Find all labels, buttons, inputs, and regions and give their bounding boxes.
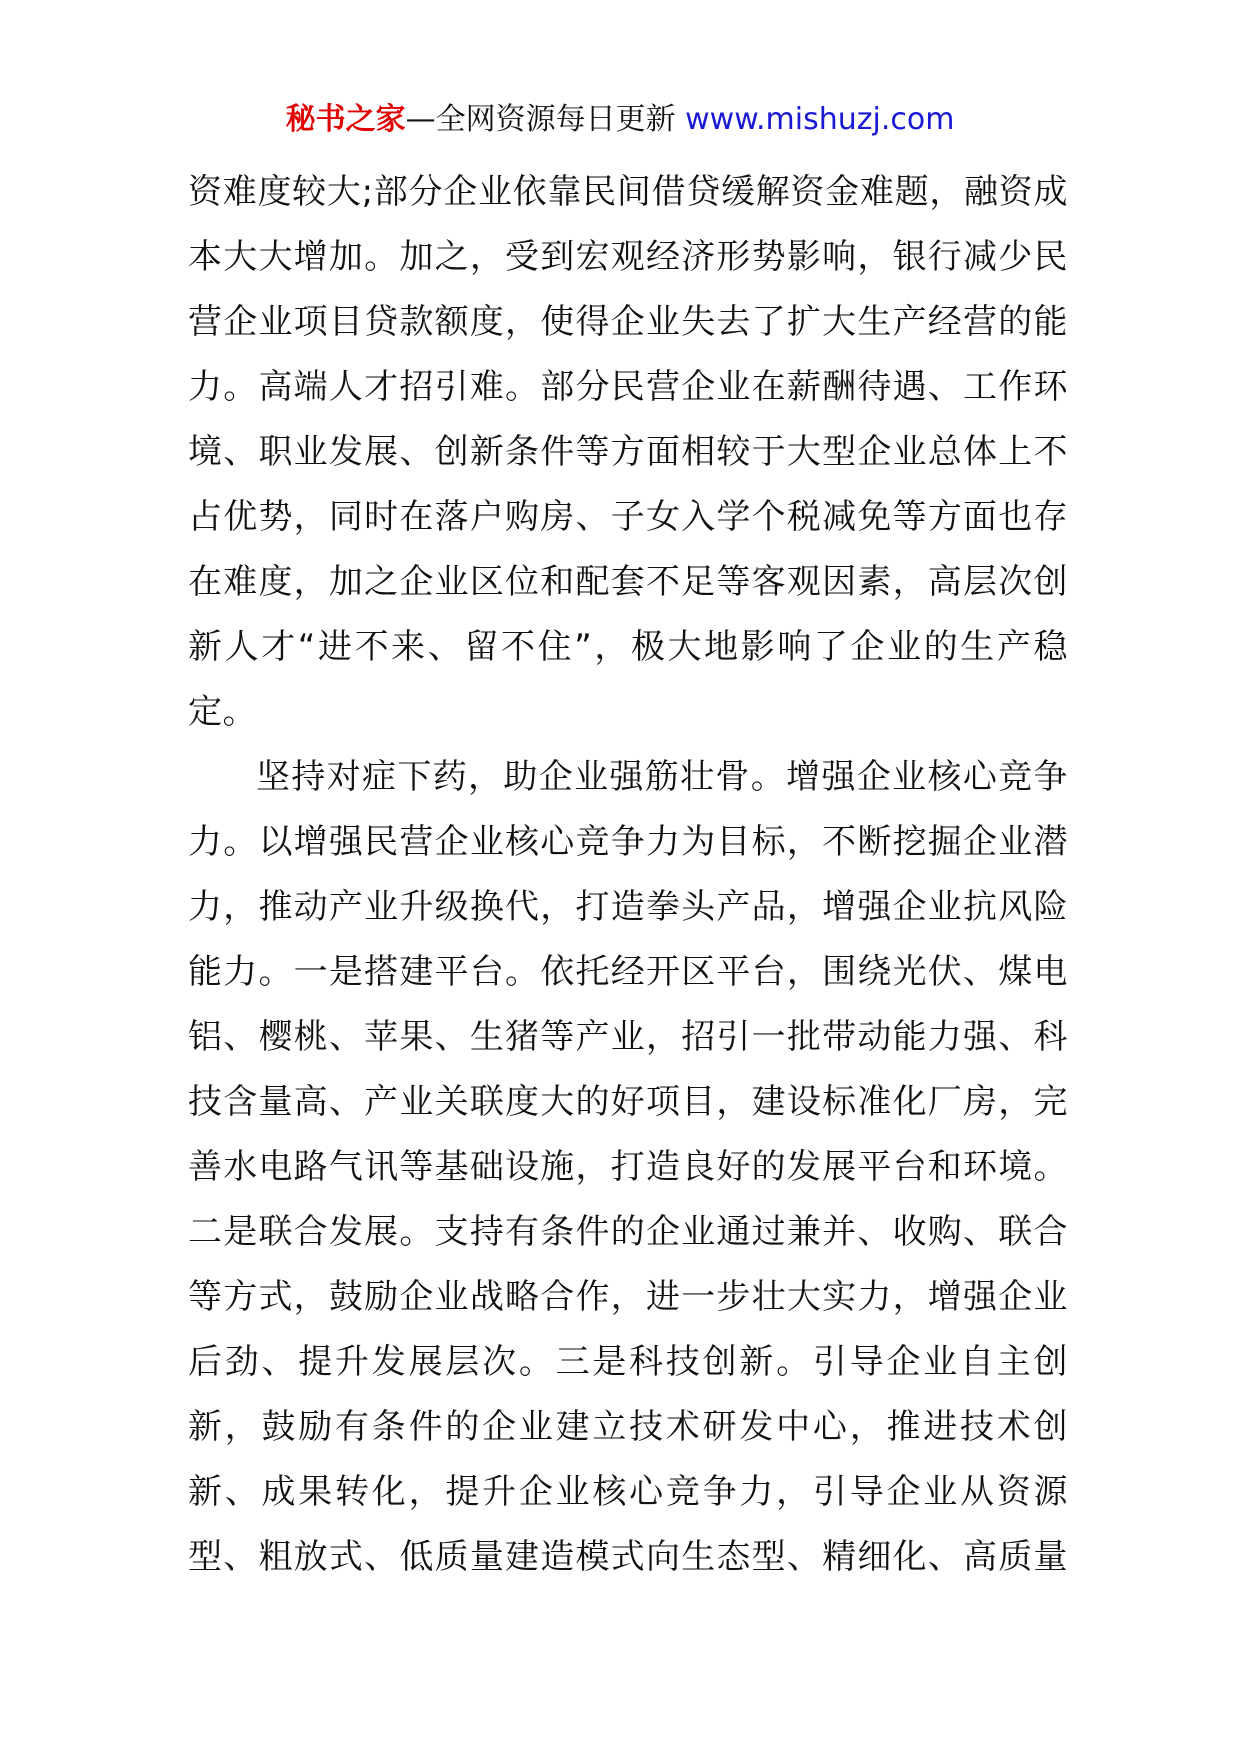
text-line: 新人才“进不来、留不住”，极大地影响了企业的生产稳 <box>188 627 1068 667</box>
text-line: 新、成果转化，提升企业核心竞争力，引导企业从资源 <box>188 1472 1068 1512</box>
text-line: 善水电路气讯等基础设施，打造良好的发展平台和环境。 <box>188 1147 1068 1187</box>
page-header <box>0 100 1240 140</box>
site-url-link[interactable]: www.mishuzj.com <box>685 102 955 137</box>
site-brand: 秘书之家 <box>285 102 406 137</box>
text-line: 新，鼓励有条件的企业建立技术研发中心，推进技术创 <box>188 1407 1068 1447</box>
text-line: 力。高端人才招引难。部分民营企业在薪酬待遇、工作环 <box>188 367 1068 407</box>
text-line: 营企业项目贷款额度，使得企业失去了扩大生产经营的能 <box>188 302 1068 342</box>
text-line: 定。 <box>188 692 257 732</box>
text-line: 力。以增强民营企业核心竞争力为目标，不断挖掘企业潜 <box>188 822 1068 862</box>
document-body <box>188 160 1068 1590</box>
text-line: 境、职业发展、创新条件等方面相较于大型企业总体上不 <box>188 432 1068 472</box>
text-line: 资难度较大;部分企业依靠民间借贷缓解资金难题，融资成 <box>188 172 1068 212</box>
text-line: 等方式，鼓励企业战略合作，进一步壮大实力，增强企业 <box>188 1277 1068 1317</box>
text-line: 能力。一是搭建平台。依托经开区平台，围绕光伏、煤电 <box>188 952 1068 992</box>
paragraph-first-line: 坚持对症下药，助企业强筋壮骨。增强企业核心竞争 <box>256 757 1068 797</box>
text-line: 力，推动产业升级换代，打造拳头产品，增强企业抗风险 <box>188 887 1068 927</box>
text-line: 型、粗放式、低质量建造模式向生态型、精细化、高质量 <box>188 1537 1068 1577</box>
text-line: 铝、樱桃、苹果、生猪等产业，招引一批带动能力强、科 <box>188 1017 1068 1057</box>
text-line: 技含量高、产业关联度大的好项目，建设标准化厂房，完 <box>188 1082 1068 1122</box>
text-line: 在难度，加之企业区位和配套不足等客观因素，高层次创 <box>188 562 1068 602</box>
text-line: 二是联合发展。支持有条件的企业通过兼并、收购、联合 <box>188 1212 1068 1252</box>
text-line: 本大大增加。加之，受到宏观经济形势影响，银行减少民 <box>188 237 1068 277</box>
site-tagline: —全网资源每日更新 <box>405 102 676 137</box>
text-line: 占优势，同时在落户购房、子女入学个税减免等方面也存 <box>188 497 1068 537</box>
text-line: 后劲、提升发展层次。三是科技创新。引导企业自主创 <box>188 1342 1068 1382</box>
